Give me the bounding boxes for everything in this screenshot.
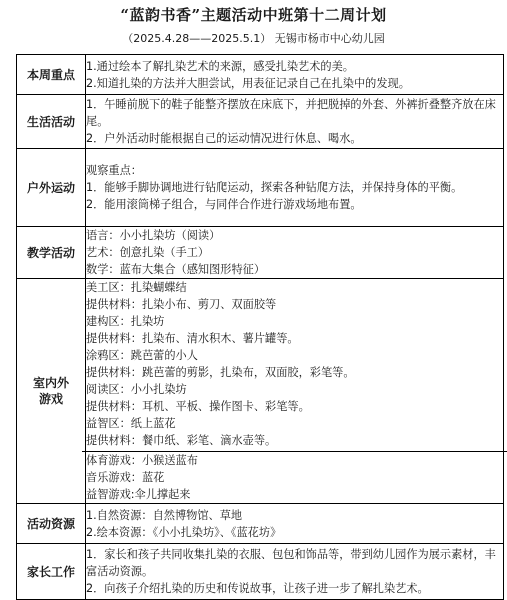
row-content-parents — [86, 544, 504, 600]
row-teaching — [17, 227, 504, 279]
content-line: 1．家长和孩子共同收集扎染的衣服、包包和饰品等，带到幼儿园作为展示素材，丰富活动资源。 — [86, 548, 496, 578]
content-line: 2．能用滚筒梯子组合，与同伴合作进行游戏场地布置。 — [86, 198, 362, 211]
content-line: 涂鸦区：跳芭蕾的小人 — [86, 349, 198, 362]
content-line: 2．向孩子介绍扎染的历史和传说故事，让孩子进一步了解扎染艺术。 — [86, 582, 429, 595]
content-line: 艺术：创意扎染（手工） — [86, 246, 210, 259]
page-subtitle: （2025.4.28——2025.5.1） 无锡市杨市中心幼儿园 — [122, 32, 385, 45]
content-line: 数学：蓝布大集合（感知图形特征） — [86, 263, 266, 276]
content-line: 阅读区：小小扎染坊 — [86, 383, 187, 396]
row-games — [17, 279, 504, 504]
row-content-outdoor — [86, 149, 504, 227]
row-resources — [17, 504, 504, 544]
weekly-plan-table — [16, 54, 504, 600]
content-line: 1．午睡前脱下的鞋子能整齐摆放在床底下，并把脱掉的外套、外裤折叠整齐放在床尾。 — [86, 98, 496, 128]
row-label-games: 室内外游戏 — [17, 279, 86, 504]
content-line: 建构区：扎染坊 — [86, 315, 165, 328]
content-line: 提供材料：扎染布、清水积木、薯片罐等。 — [86, 332, 299, 345]
content-line: 提供材料：餐巾纸、彩笔、滴水壶等。 — [86, 434, 277, 447]
content-line: 语言：小小扎染坊（阅读） — [86, 229, 221, 242]
content-line: 提供材料：扎染小布、剪刀、双面胶等 — [86, 298, 277, 311]
content-line: 益智游戏:伞儿撑起来 — [86, 488, 191, 501]
row-outdoor — [17, 149, 504, 227]
row-focus — [17, 55, 504, 95]
row-label-life: 生活活动 — [17, 95, 86, 149]
outdoor-games-subcell — [82, 451, 507, 503]
content-line: 美工区：扎染蝴蝶结 — [86, 281, 187, 294]
row-label-outdoor: 户外运动 — [17, 149, 86, 227]
content-line: 1．能够手脚协调地进行钻爬运动，探索各种钻爬方法，并保持身体的平衡。 — [86, 181, 463, 194]
row-parents — [17, 544, 504, 600]
page-title: “蓝韵书香”主题活动中班第十二周计划 — [120, 6, 387, 24]
content-line: 提供材料：耳机、平板、操作图卡、彩笔等。 — [86, 400, 310, 413]
row-content-life — [86, 95, 504, 149]
row-label-focus: 本周重点 — [17, 55, 86, 95]
row-content-resources — [86, 504, 504, 544]
content-line: 体育游戏：小猴送蓝布 — [86, 454, 198, 467]
row-content-teaching — [86, 227, 504, 279]
content-line: 1.通过绘本了解扎染艺术的来源，感受扎染艺术的美。 — [86, 59, 354, 73]
content-line: 1.自然资源：自然博物馆、草地 — [86, 508, 243, 522]
content-line: 提供材料：跳芭蕾的剪影，扎染布，双面胶，彩笔等。 — [86, 366, 355, 379]
row-label-resources: 活动资源 — [17, 504, 86, 544]
content-line: 2.知道扎染的方法并大胆尝试，用表征记录自己在扎染中的发现。 — [86, 76, 410, 90]
row-content-focus — [86, 55, 504, 95]
content-line: 观察重点： — [86, 164, 142, 177]
row-label-parents: 家长工作 — [17, 544, 86, 600]
content-line: 2.绘本资源：《小小扎染坊》、《蓝花坊》 — [86, 525, 282, 539]
row-label-teaching: 教学活动 — [17, 227, 86, 279]
content-line: 音乐游戏：蓝花 — [86, 471, 165, 484]
row-life — [17, 95, 504, 149]
content-line: 2．户外活动时能根据自己的运动情况进行休息、喝水。 — [86, 132, 362, 145]
row-content-games — [86, 279, 504, 504]
content-line: 益智区：纸上蓝花 — [86, 417, 176, 430]
